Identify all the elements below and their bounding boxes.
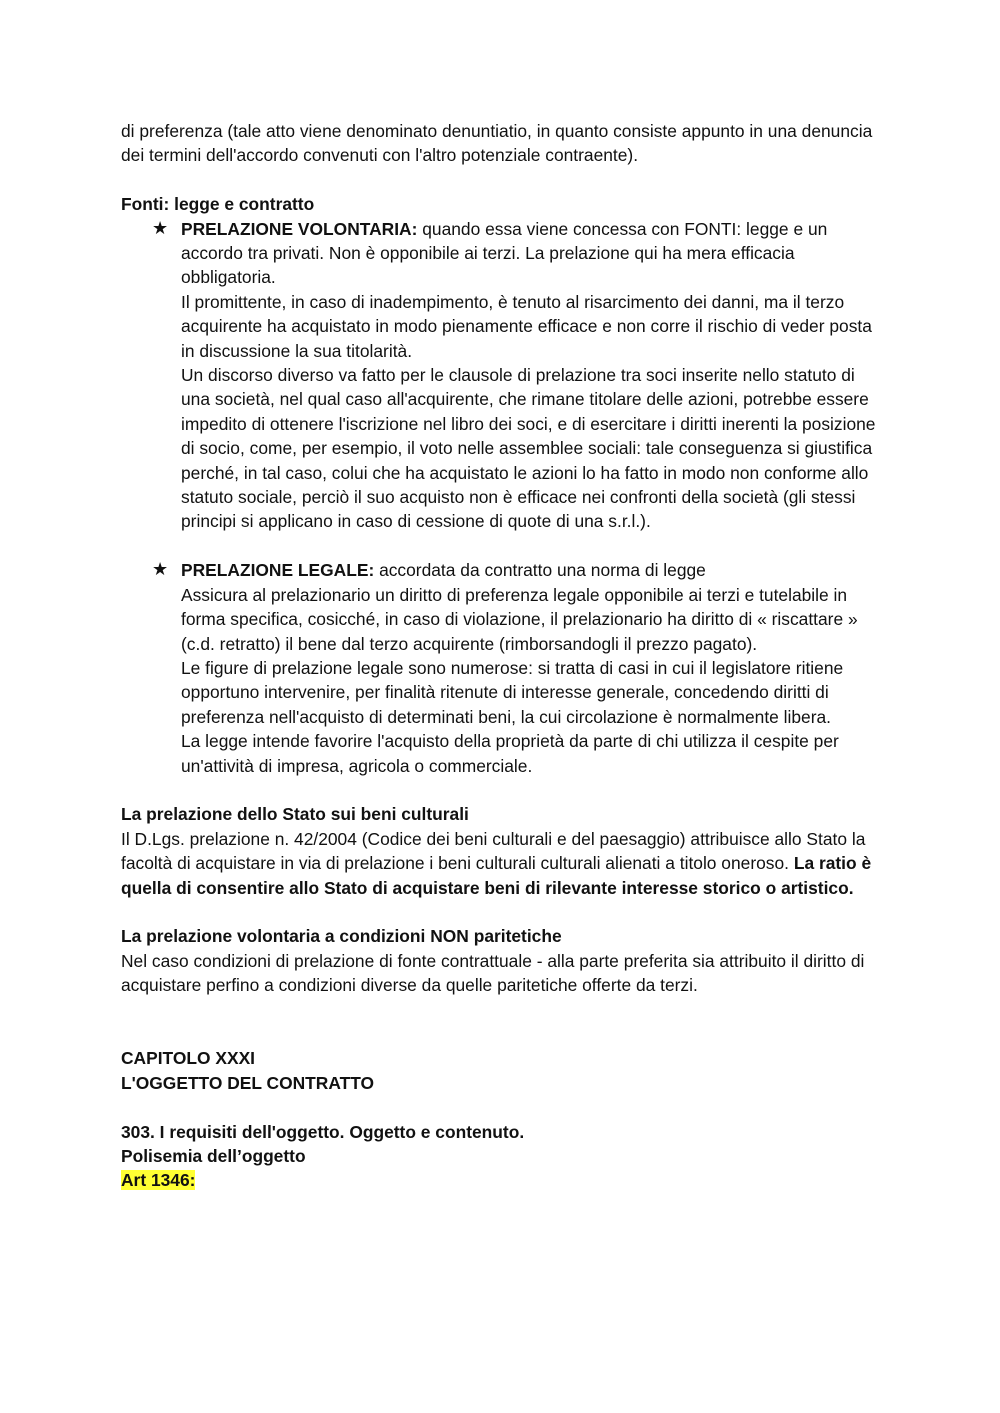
stato-bold-text: La ratio è quella di consentire allo Stato di acquistare beni di rilevante interesse storico o artistico.: [121, 853, 872, 898]
highlighted-article: Art 1346:: [121, 1170, 196, 1191]
legale-label: PRELAZIONE LEGALE:: [181, 560, 375, 581]
bullet-prelazione-legale: [121, 558, 881, 778]
legale-paragraph-1: Assicura al prelazionario un diritto di preferenza legale opponibile ai terzi e tutelabile in forma specifica, cosicché, in caso di violazione, il prelazionario ha diritto di « riscattare » (c.d. retratto) il bene dal terzo acquirente (rimborsandogli il prezzo pagato).: [181, 584, 858, 654]
legale-lead: [181, 558, 881, 582]
legale-lead-text: accordata da contratto una norma di legge: [374, 560, 706, 581]
article-line: [121, 1168, 881, 1192]
star-bullet-icon: ★: [152, 217, 169, 239]
nonparitetiche-heading: La prelazione volontaria a condizioni NON paritetiche: [121, 926, 562, 947]
bullet-prelazione-volontaria: [121, 217, 881, 534]
stato-paragraph: [121, 827, 881, 900]
stato-text: Il D.Lgs. prelazione n. 42/2004 (Codice dei beni culturali e del paesaggio) attribuisce allo Stato la facoltà di acquistare in via di prelazione i beni culturali culturali alienati a titolo oneroso.: [121, 828, 866, 874]
legale-paragraph-2: Le figure di prelazione legale sono numerose: si tratta di casi in cui il legislatore ritiene opportuno intervenire, per finalità ritenute di interesse generale, concedendo diritti di preferenza nell'acquisto di determinati beni, la cui circolazione è normalmente libera.: [181, 657, 844, 727]
volontaria-label: PRELAZIONE VOLONTARIA:: [181, 218, 418, 239]
volontaria-lead-text: quando essa viene concessa con FONTI: legge e un accordo tra privati. Non è opponibile ai terzi. La prelazione qui ha mera efficacia obbligatoria.: [181, 218, 828, 288]
chapter-title: L'OGGETTO DEL CONTRATTO: [121, 1072, 375, 1093]
subheading-polisemia: Polisemia dell’oggetto: [121, 1145, 306, 1166]
chapter-number: CAPITOLO XXXI: [121, 1048, 255, 1069]
volontaria-lead: [181, 217, 881, 290]
volontaria-paragraph-1: Il promittente, in caso di inadempimento, è tenuto al risarcimento dei danni, ma il terzo acquirente ha acquistato in modo pienamente efficace e non corre il rischio di veder posta in discussione la sua titolarità.: [181, 291, 872, 361]
section-heading-303: 303. I requisiti dell'oggetto. Oggetto e contenuto.: [121, 1121, 525, 1142]
volontaria-paragraph-2: Un discorso diverso va fatto per le clausole di prelazione tra soci inserite nello statuto di una società, nel qual caso all'acquirente, che rimane titolare delle azioni, potrebbe essere impedito di ottenere l'iscrizione nel libro dei soci, e di esercitare i diritti inerenti la posizione di socio, come, per esempio, il voto nelle assemblee sociali: tale conseguenza si giustifica perché, in tal caso, colui che ha acquistato le azioni lo ha fatto in modo non conforme allo statuto sociale, perciò il suo acquisto non è efficace nei confronti della società (gli stessi principi si applicano in caso di cessione di quote di una s.r.l.).: [181, 365, 876, 532]
intro-paragraph: di preferenza (tale atto viene denominato denuntiatio, in quanto consiste appunto in una denuncia dei termini dell'accordo convenuti con l'altro potenziale contraente).: [121, 121, 873, 166]
legale-paragraph-3: La legge intende favorire l'acquisto della proprietà da parte di chi utilizza il cespite per un'attività di impresa, agricola o commerciale.: [181, 731, 839, 776]
document-body: [121, 119, 881, 1193]
stato-heading: La prelazione dello Stato sui beni culturali: [121, 804, 469, 825]
fonti-heading: Fonti: legge e contratto: [121, 194, 315, 215]
star-bullet-icon: ★: [152, 559, 169, 581]
nonparitetiche-paragraph: Nel caso condizioni di prelazione di fonte contrattuale - alla parte preferita sia attribuito il diritto di acquistare perfino a condizioni diverse da quelle paritetiche offerte da terzi.: [121, 950, 865, 996]
